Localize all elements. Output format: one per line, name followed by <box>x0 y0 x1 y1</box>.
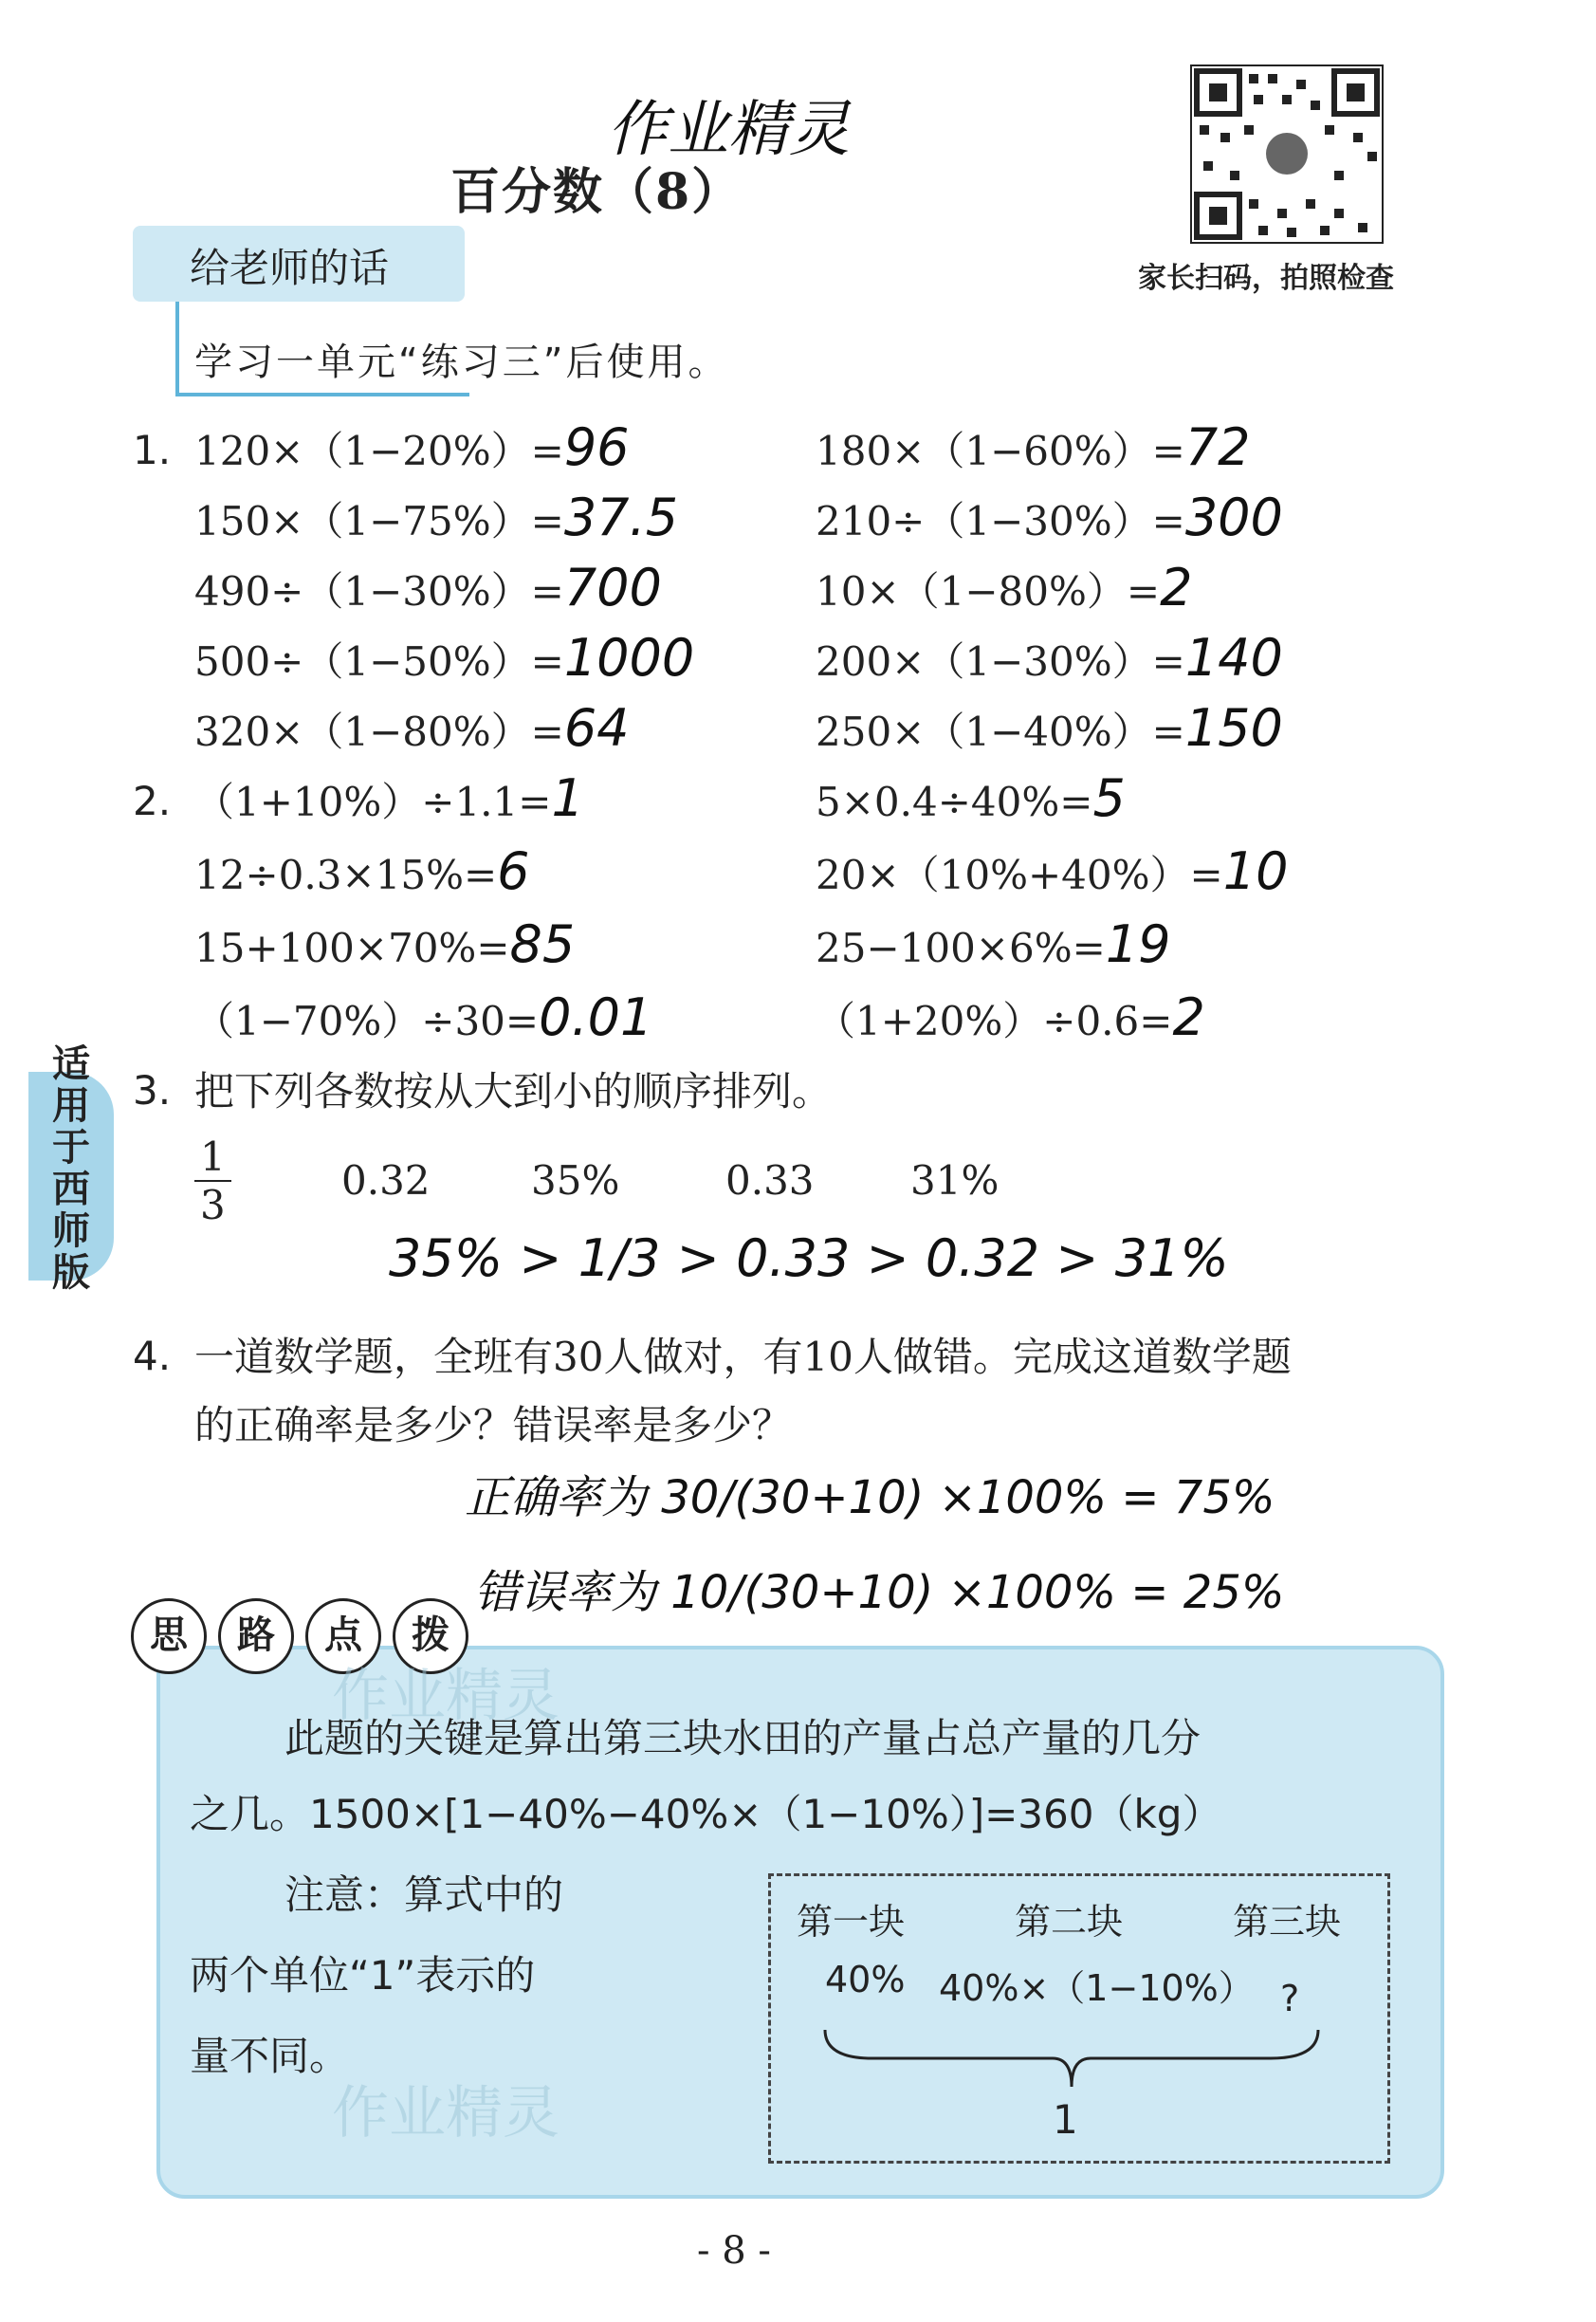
tips-note-1: 注意：算式中的 <box>284 1871 564 1918</box>
q1-expression: 320×（1−80%）= <box>194 709 564 755</box>
q1-answer: 72 <box>1184 417 1251 477</box>
q2-expression: 20×（10%+40%）= <box>816 852 1223 898</box>
question-4-text-line-2: 的正确率是多少？错误率是多少？ <box>194 1402 793 1448</box>
q1-expression: 500÷（1−50%）= <box>194 638 564 685</box>
tips-char: 拨 <box>393 1598 468 1674</box>
tips-char: 路 <box>218 1598 294 1674</box>
qr-code[interactable] <box>1190 64 1384 244</box>
q1-answer: 300 <box>1184 488 1283 547</box>
teacher-note-divider <box>175 302 179 396</box>
tips-char: 思 <box>131 1598 207 1674</box>
q2-expression: 12÷0.3×15%= <box>194 852 498 898</box>
q2-expression: （1+20%）÷0.6= <box>816 998 1173 1044</box>
q2-answer: 2 <box>1172 987 1205 1047</box>
q2-answer: 6 <box>497 841 530 901</box>
question-3-answer: 35% > 1/3 > 0.33 > 0.32 > 31% <box>389 1228 1229 1288</box>
tips-note-2: 两个单位“1”表示的 <box>190 1952 536 1999</box>
q1-expression: 490÷（1−30%）= <box>194 568 564 615</box>
question-1-left-column <box>194 417 801 768</box>
q1-expression: 210÷（1−30%）= <box>816 498 1185 544</box>
question-3-text: 把下列各数按从大到小的顺序排列。 <box>194 1068 833 1115</box>
question-3-item: 35% <box>531 1157 620 1204</box>
q1-answer: 37.5 <box>563 488 679 547</box>
tips-char: 点 <box>305 1598 381 1674</box>
diagram-value: 40% <box>825 1959 906 2000</box>
q1-answer: 64 <box>563 698 630 758</box>
watermark: 作业精灵 <box>332 1663 560 1729</box>
question-3-item: 0.32 <box>341 1157 431 1204</box>
brace-icon <box>816 2020 1328 2096</box>
q2-answer: 1 <box>551 768 584 828</box>
q1-answer: 2 <box>1160 558 1193 617</box>
q2-expression: （1+10%）÷1.1= <box>194 779 552 825</box>
q2-answer: 19 <box>1105 914 1171 974</box>
diagram-value: ? <box>1280 1978 1300 2019</box>
question-4-number: 4. <box>133 1333 172 1379</box>
q1-expression: 200×（1−30%）= <box>816 638 1185 685</box>
tips-note-3: 量不同。 <box>190 2033 350 2079</box>
q2-expression: 25−100×6%= <box>816 925 1106 971</box>
q1-expression: 180×（1−60%）= <box>816 428 1185 474</box>
watermark: 作业精灵 <box>332 2080 560 2147</box>
page-title: 百分数（8） <box>450 163 743 221</box>
page-number: - 8 - <box>697 2229 771 2273</box>
tips-line-1: 此题的关键是算出第三块水田的产量占总产量的几分 <box>284 1715 1202 1761</box>
question-3-item: 31% <box>910 1157 1000 1204</box>
handwritten-title: 作业精灵 <box>607 95 850 165</box>
question-3-item: 0.33 <box>725 1157 815 1204</box>
q1-expression: 120×（1−20%）= <box>194 428 564 474</box>
q1-expression: 150×（1−75%）= <box>194 498 564 544</box>
question-4-answer-1: 正确率为 30/(30+10) ×100% = 75% <box>465 1471 1275 1524</box>
question-4-answer-2: 错误率为 10/(30+10) ×100% = 25% <box>474 1566 1285 1619</box>
diagram-label: 第一块 <box>797 1901 906 1943</box>
side-tab-label: 适用于西师版 <box>52 1042 90 1295</box>
q1-expression: 250×（1−40%）= <box>816 709 1185 755</box>
q1-expression: 10×（1−80%）= <box>816 568 1161 615</box>
teacher-note-label: 给老师的话 <box>190 245 390 291</box>
q1-answer: 96 <box>563 417 630 477</box>
question-2-left-column <box>194 768 801 1060</box>
q1-answer: 140 <box>1184 628 1283 688</box>
diagram-total: 1 <box>1053 2096 1078 2143</box>
question-3-fraction <box>194 1133 231 1228</box>
diagram-label: 第二块 <box>1015 1901 1124 1943</box>
q2-answer: 10 <box>1222 841 1289 901</box>
q1-answer: 150 <box>1184 698 1283 758</box>
q2-answer: 5 <box>1092 768 1126 828</box>
diagram-value: 40%×（1−10%） <box>939 1967 1255 2009</box>
question-4-text-line-1: 一道数学题，全班有30人做对，有10人做错。完成这道数学题 <box>194 1334 1292 1380</box>
q2-answer: 85 <box>509 914 576 974</box>
teacher-note-underline <box>175 393 469 396</box>
q1-answer: 1000 <box>563 628 695 688</box>
teacher-note-text: 学习一单元“练习三”后使用。 <box>194 341 729 384</box>
question-2-number: 2. <box>133 778 172 824</box>
q1-answer: 700 <box>563 558 662 617</box>
qr-caption: 家长扫码，拍照检查 <box>1138 262 1394 295</box>
tips-line-2: 之几。1500×[1−40%−40%×（1−10%）]=360（kg） <box>190 1791 1222 1837</box>
q2-expression: （1−70%）÷30= <box>194 998 540 1044</box>
fraction-denominator: 3 <box>200 1182 226 1228</box>
fraction-numerator: 1 <box>194 1133 231 1182</box>
q2-expression: 15+100×70%= <box>194 925 510 971</box>
question-2-right-column <box>816 768 1441 1060</box>
q2-expression: 5×0.4÷40%= <box>816 779 1093 825</box>
diagram-label: 第三块 <box>1233 1901 1342 1943</box>
question-1-right-column <box>816 417 1441 768</box>
q2-answer: 0.01 <box>539 987 653 1047</box>
question-3-number: 3. <box>133 1067 172 1114</box>
question-1-number: 1. <box>133 427 172 473</box>
